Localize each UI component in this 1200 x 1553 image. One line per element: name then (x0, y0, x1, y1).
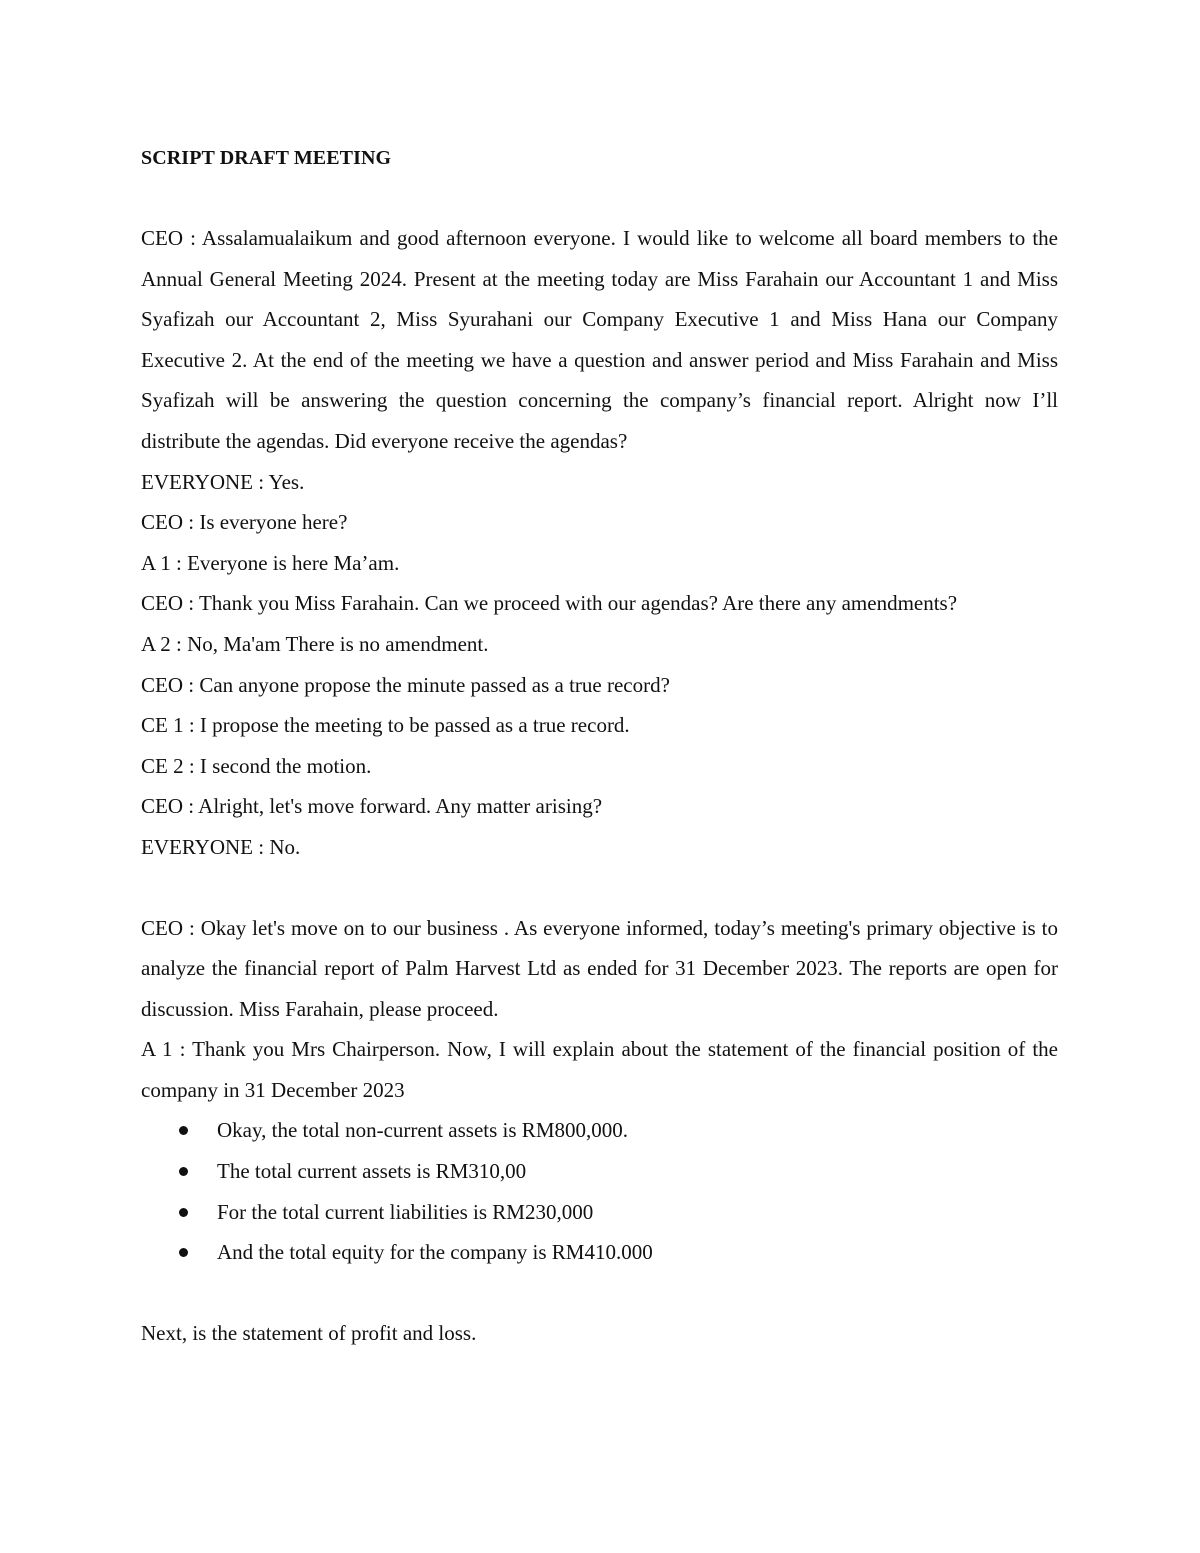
dialogue-line: CEO : Thank you Miss Farahain. Can we proceed with our agendas? Are there any amendments? (141, 591, 958, 616)
list-item (141, 1151, 1058, 1192)
blank-line (141, 1273, 1058, 1313)
bullet-icon (179, 1248, 188, 1257)
document-title: SCRIPT DRAFT MEETING (141, 147, 392, 169)
bullet-icon (179, 1167, 188, 1176)
closing-line: Next, is the statement of profit and loss. (141, 1320, 477, 1345)
bullet-icon (179, 1208, 188, 1217)
dialogue-line: CEO : Can anyone propose the minute passed as a true record? (141, 672, 670, 697)
financial-position-list (141, 1110, 1058, 1272)
list-item (141, 1232, 1058, 1273)
blank-line (141, 868, 1058, 908)
ceo-business-paragraph: CEO : Okay let's move on to our business . As everyone informed, today’s meeting's primary objective is to analyze the financial report of Palm Harvest Ltd as ended for 31 December 2023. The reports are open for discussion. Miss Farahain, please proceed. (141, 915, 1058, 1021)
dialogue-line: CE 1 : I propose the meeting to be passed as a true record. (141, 713, 630, 738)
dialogue-line: EVERYONE : No. (141, 834, 301, 859)
dialogue-line: A 1 : Everyone is here Ma’am. (141, 550, 400, 575)
dialogue-line: CEO : Alright, let's move forward. Any matter arising? (141, 794, 603, 819)
dialogue-line: CE 2 : I second the motion. (141, 753, 372, 778)
document-page (141, 138, 1058, 1353)
list-item (141, 1110, 1058, 1151)
list-item-text: The total current assets is RM310,00 (217, 1159, 527, 1184)
list-item-text: For the total current liabilities is RM230,000 (217, 1199, 594, 1224)
bullet-icon (179, 1126, 188, 1135)
accountant-paragraph: A 1 : Thank you Mrs Chairperson. Now, I will explain about the statement of the financial position of the company in 31 December 2023 (141, 1037, 1058, 1102)
dialogue-line: EVERYONE : Yes. (141, 469, 305, 494)
dialogue-line: CEO : Is everyone here? (141, 510, 348, 535)
dialogue-line: A 2 : No, Ma'am There is no amendment. (141, 631, 489, 656)
list-item-text: And the total equity for the company is RM410.000 (217, 1240, 653, 1265)
blank-line (141, 178, 1058, 218)
ceo-opening-paragraph: CEO : Assalamualaikum and good afternoon everyone. I would like to welcome all board members to the Annual General Meeting 2024. Present at the meeting today are Miss Farahain our Accountant 1 and Miss Syafizah our Accountant 2, Miss Syurahani our Company Executive 1 and Miss Hana our Company Executive 2. At the end of the meeting we have a question and answer period and Miss Farahain and Miss Syafizah will be answering the question concerning the company’s financial report. Alright now I’ll distribute the agendas. Did everyone receive the agendas? (141, 226, 1058, 453)
list-item (141, 1192, 1058, 1233)
list-item-text: Okay, the total non-current assets is RM800,000. (217, 1118, 628, 1143)
